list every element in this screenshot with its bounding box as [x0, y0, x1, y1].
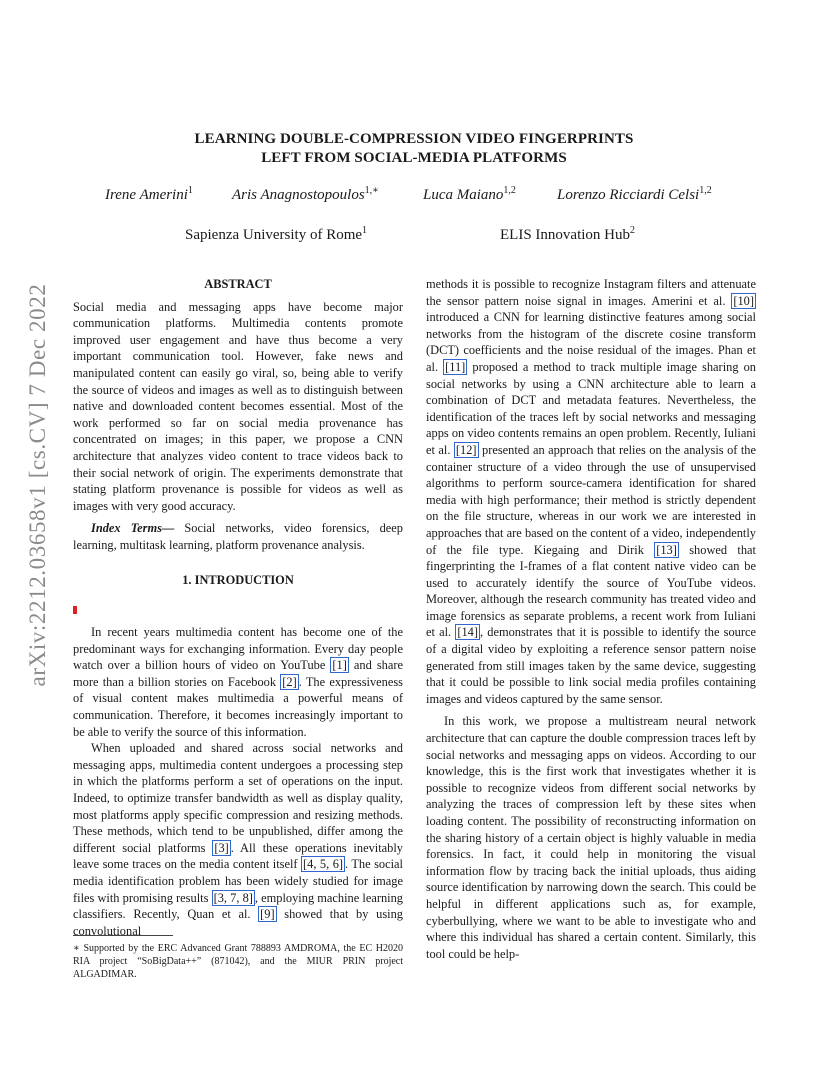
intro-heading: 1. INTRODUCTION [182, 572, 294, 587]
citation-link[interactable]: [3] [214, 840, 229, 855]
citation-link[interactable]: [1] [332, 658, 347, 673]
abstract-text: Social media and messaging apps have become major communication platforms. Multimedia contents promote improved user engagement and have thus become a very important communication tool. However, fake news and manipulated content can easily go viral, so, being able to verify the source of videos and images as well as to distinguish between native and downloaded content becomes essential. Most of the work performed so far on social media provenance has concentrated on images; in this paper, we propose a CNN architecture that analyzes video content to trace videos back to their social network of origin. The experiments demonstrate that stating platform provenance is possible for videos as well as images with very good accuracy. [73, 299, 403, 513]
index-terms-text: Social networks, video forensics, deep learning, multitask learning, platform provenance analysis. [73, 521, 403, 552]
paper-title [100, 130, 728, 168]
arxiv-stamp [24, 283, 52, 687]
title-line-1: LEARNING DOUBLE-COMPRESSION VIDEO FINGERPRINTS [194, 131, 634, 147]
index-terms-label: Index Terms— [91, 521, 175, 536]
right-paragraph-1: methods it is possible to recognize Instagram filters and attenuate the sensor pattern noise signal in images. Amerini et al. [10] introduced a CNN for learning distinctive features among social networks from the histogram of the discrete cosine transform (DCT) coefficients and the noise residual of the images. Phan et al. [11] proposed a method to track multiple image sharing on social networks by using a CNN architecture able to learn a combination of DCT and metadata features. Nevertheless, the identification of the traces left by social networks and messaging apps on video contents remains an open problem. Recently, Iuliani et al. [12] presented an approach that relies on the analysis of the container structure of a video through the use of unsupervised algorithms to perform source-camera identification for shared media with high performance; their method is strictly dependent on the file structure, whereas in our work we are interested in approaches that are based on the content of a video, independently of the file type. Kiegaing and Dirik [13] showed that fingerprinting the I-frames of a flat content native video can be used to accurately identify the source of YouTube videos. Moreover, although the research community has treated video and image forensics as separate problems, a recent work from Iuliani et al. [14] , demonstrates that it is possible to identify the source of a digital video by exploiting a reference sensor pattern noise generated from still images taken by the same device, suggesting that it could be possible to link social media profiles containing images and videos captured by the same sensor. [426, 277, 757, 706]
intro-paragraph-2: When uploaded and shared across social networks and messaging apps, multimedia content undergoes a processing step in which the platforms perform a set of operations on the input. Indeed, to optimize transfer bandwidth as well as display quality, most platforms apply specific compression and resizing methods. These methods, which tend to be unpublished, differ among the different social platforms [3] . All these operations inevitably leave some traces on the media content itself [4, 5, 6] . The social media identification problem has been widely studied for image files with promising results [3, 7, 8] , employing machine learning classifiers. Recently, Quan et al. [9] showed that by using convolutional [73, 741, 404, 938]
citation-link[interactable]: [4, 5, 6] [303, 857, 344, 872]
red-marker-row [73, 598, 403, 624]
affiliation: ELIS Innovation Hub$^2$ [500, 225, 635, 243]
footnote-divider [73, 935, 173, 936]
citation-link[interactable]: [12] [455, 442, 477, 457]
citation-link[interactable]: [9] [260, 907, 275, 922]
index-terms [73, 520, 403, 553]
abstract-heading: ABSTRACT [204, 277, 272, 291]
author: Lorenzo Ricciardi Celsi$^{1,2}$ [557, 185, 712, 203]
author: Irene Amerini$^1$ [105, 185, 193, 203]
arxiv-id: arXiv:2212.03658v1 [cs.CV] 7 Dec 2022 [25, 283, 50, 687]
footnote: ∗ Supported by the ERC Advanced Grant 788893 AMDROMA, the EC H2020 RIA project “SoBigData++” (871042), and the MIUR PRIN project ALGADIMAR. [73, 943, 403, 980]
citation-link[interactable]: [2] [282, 674, 297, 689]
citation-link[interactable]: [11] [445, 359, 466, 374]
title-line-2: LEFT FROM SOCIAL-MEDIA PLATFORMS [261, 150, 567, 166]
affiliation-list [60, 225, 768, 247]
affiliation: Sapienza University of Rome$^1$ [185, 225, 368, 243]
citation-link[interactable]: [14] [457, 625, 478, 640]
citation-link[interactable]: [13] [656, 542, 677, 557]
author: Luca Maiano$^{1,2}$ [423, 185, 516, 203]
author: Aris Anagnostopoulos$^{1,∗}$ [232, 185, 379, 203]
right-column [426, 276, 756, 962]
right-paragraph-2: In this work, we propose a multistream neural network architecture that can capture the double compression traces left by social networks and messaging apps on videos. According to our knowledge, this is the first work that investigates whether it is possible to recognize videos from different social networks by analyzing the traces of compression left by these sites when loading content. The possibility of reconstructing information on the sharing history of a certain object is highly valuable in media forensics. In fact, it could help in monitoring the visual information flow by tracing back the initial uploads, thus aiding source identification by narrowing down the search. This could be helpful in different applications such as, for example, cyberbullying, where we want to be able to investigate who and where this individual has shared a certain content. Similarly, this tool could be help- [426, 714, 756, 961]
annotation-marker [73, 606, 77, 614]
citation-link[interactable]: [3, 7, 8] [213, 890, 253, 905]
left-column [73, 276, 403, 939]
citation-link[interactable]: [10] [733, 293, 754, 308]
intro-paragraph-1: In recent years multimedia content has become one of the predominant ways for exchanging information. Every day people watch over a billion hours of video on YouTube [1] and share more than a billion stories on Facebook [2] . The expressiveness of visual content makes multimedia a powerful means of communication. Therefore, it becomes increasingly important to be able to verify the source of this information. [73, 625, 403, 739]
author-list [60, 185, 768, 207]
